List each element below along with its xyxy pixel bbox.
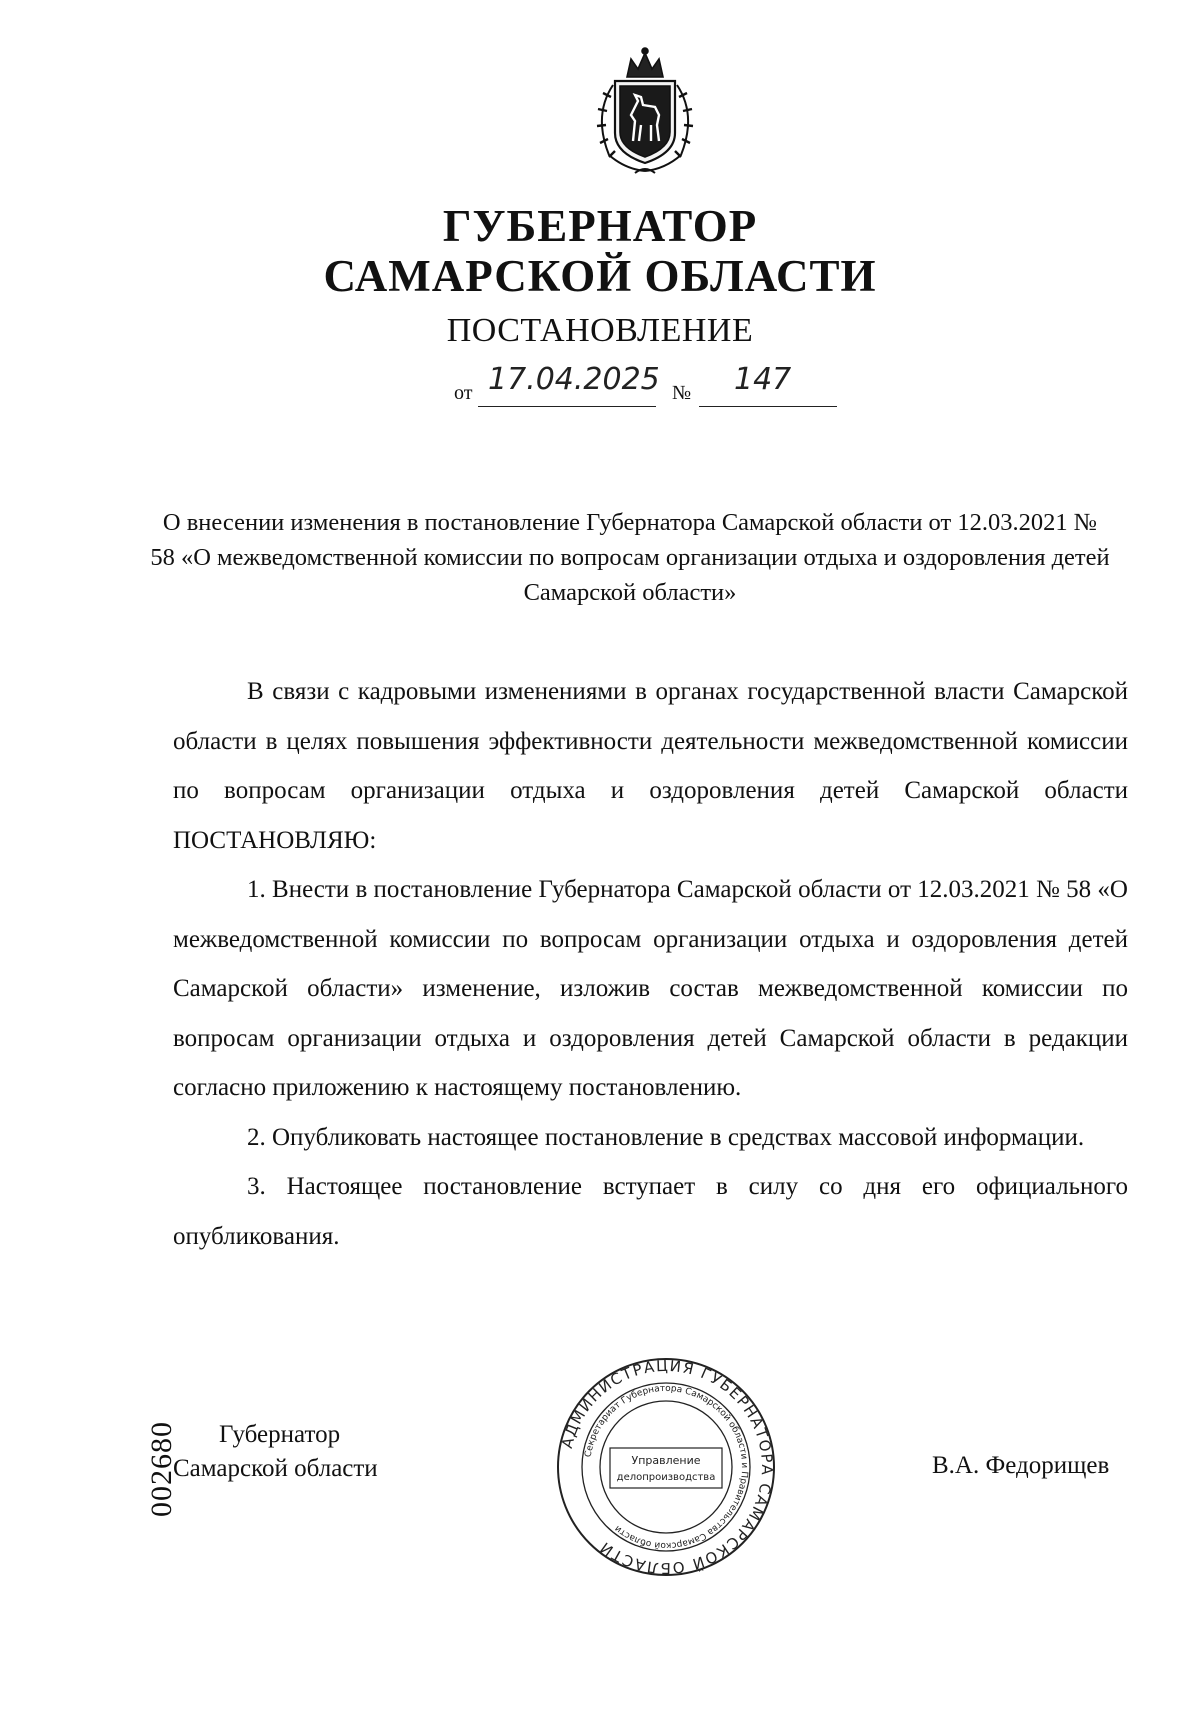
decree-subject: О внесении изменения в постановление Губернатора Самарской области от 12.03.2021 № 58 «О межведомственной комиссии по вопросам организации отдыха и оздоровления детей Самарской области» [150, 509, 1110, 606]
body-item-3: 3. Настоящее постановление вступает в силу со дня его официального опубликования. [173, 1173, 1128, 1250]
signatory-position [173, 1418, 378, 1486]
handwritten-number: 147 [734, 362, 792, 397]
handwritten-date: 17.04.2025 [488, 362, 660, 397]
issuer-title-line1: ГУБЕРНАТОР [442, 201, 758, 251]
signatory-position-line1: Губернатор [219, 1421, 341, 1448]
official-stamp [555, 1356, 777, 1578]
number-label: № [672, 382, 692, 404]
body-item-1: 1. Внести в постановление Губернатора Самарской области от 12.03.2021 № 58 «О межведомственной комиссии по вопросам организации отдыха и оздоровления детей Самарской области» изменение, изложив состав межведомственной комиссии по вопросам организации отдыха и оздоровления детей Самарской области в редакции согласно приложению к настоящему постановлению. [173, 876, 1128, 1101]
issuer-title-line2: САМАРСКОЙ ОБЛАСТИ [323, 251, 877, 301]
signatory-position-line2: Самарской области [173, 1455, 378, 1482]
stamp-center-line2: делопроизводства [616, 1472, 716, 1483]
coat-of-arms-icon [575, 45, 715, 180]
stamp-middle-text: Секретариат Губернатора Самарской области и Правительства Самарской области [583, 1383, 750, 1551]
document-type: ПОСТАНОВЛЕНИЕ [446, 312, 754, 349]
date-from-label: от [454, 382, 473, 404]
decree-body [173, 667, 1128, 1261]
signatory-name: В.А. Федорищев [932, 1452, 1110, 1479]
body-item-2: 2. Опубликовать настоящее постановление в средствах массовой информации. [247, 1123, 1085, 1151]
svg-text:Секретариат Губернатора Самарс [584, 1384, 749, 1550]
stamp-outer-text: АДМИНИСТРАЦИЯ ГУБЕРНАТОРА САМАРСКОЙ ОБЛАСТИ [557, 1356, 777, 1578]
number-underline [699, 406, 837, 407]
serial-number: 002680 [145, 1421, 178, 1517]
stamp-center-line1: Управление [631, 1454, 701, 1467]
date-underline [478, 406, 656, 407]
body-intro: В связи с кадровыми изменениями в органах государственной власти Самарской области в целях повышения эффективности деятельности межведомственной комиссии по вопросам организации отдыха и оздоровления детей Самарской области ПОСТАНОВЛЯЮ: [173, 678, 1128, 854]
